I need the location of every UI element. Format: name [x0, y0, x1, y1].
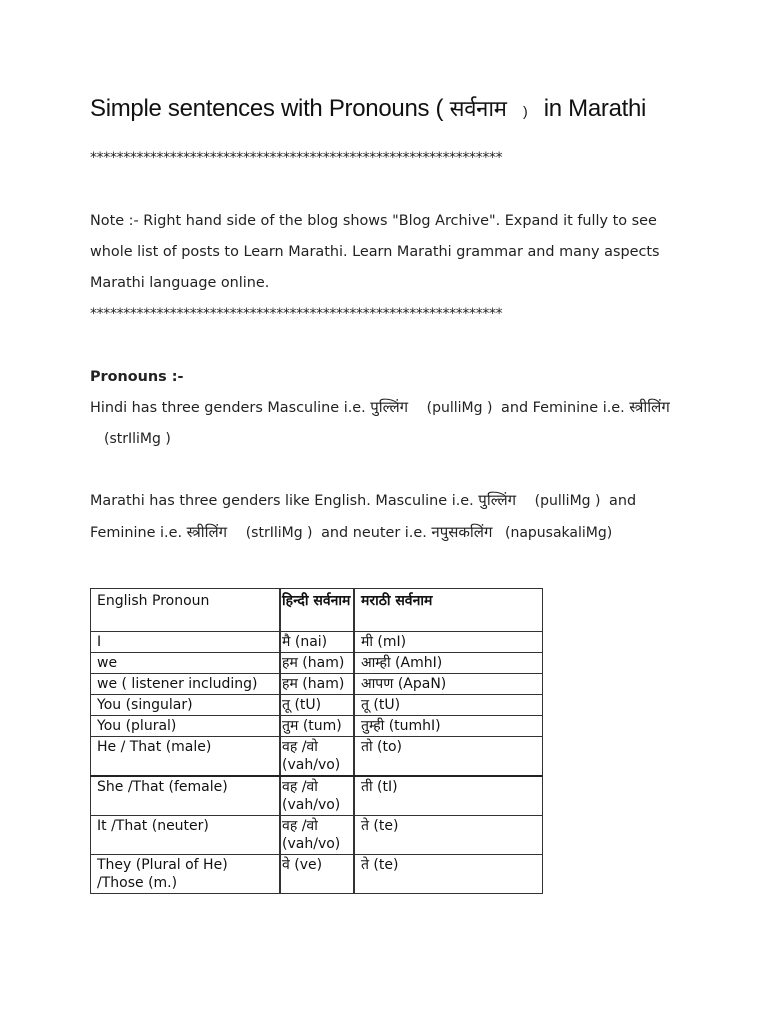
table-row — [91, 737, 543, 777]
hindi-fem-translit: (strIliMg ) — [104, 431, 171, 447]
header-hindi: हिन्दी सर्वनाम — [280, 589, 354, 632]
cell-hindi: तू (tU) — [280, 695, 354, 716]
table-row — [91, 695, 543, 716]
table-header-row — [91, 589, 543, 632]
cell-marathi: ती (tI) — [354, 776, 543, 816]
table-row — [91, 776, 543, 816]
header-marathi: मराठी सर्वनाम — [354, 589, 543, 632]
cell-english: It /That (neuter) — [91, 816, 281, 855]
hindi-genders-paragraph — [90, 392, 680, 455]
cell-english: You (singular) — [91, 695, 281, 716]
title-suffix: in Marathi — [543, 95, 647, 122]
cell-hindi: हम (ham) — [280, 653, 354, 674]
marathi-masc-translit: (pulliMg ) — [534, 493, 601, 509]
cell-marathi: आम्ही (AmhI) — [354, 653, 543, 674]
marathi-neu-translit: (napusakaliMg) — [504, 525, 613, 541]
marathi-genders-paragraph — [90, 485, 680, 549]
marathi-neu-dev: नपुसकलिंग — [431, 523, 493, 541]
stars-divider-bottom: ************************************************************** — [90, 306, 503, 322]
table-row — [91, 653, 543, 674]
cell-hindi: वे (ve) — [280, 855, 354, 894]
header-english: English Pronoun — [91, 589, 281, 632]
marathi-genders-text1: Marathi has three genders like English. Masculine i.e. — [90, 493, 474, 509]
hindi-genders-text2: and Feminine i.e. — [501, 400, 625, 416]
marathi-fem-dev: स्त्रीलिंग — [186, 523, 228, 541]
cell-hindi: हम (ham) — [280, 674, 354, 695]
table-row — [91, 716, 543, 737]
cell-english: we ( listener including) — [91, 674, 281, 695]
cell-marathi: ते (te) — [354, 855, 543, 894]
table-row — [91, 632, 543, 653]
marathi-fem-translit: (strIliMg ) — [245, 525, 313, 541]
stars-divider-top: ************************************************************** — [90, 150, 503, 166]
hindi-masc-dev: पुल्लिंग — [370, 398, 409, 416]
cell-english: I — [91, 632, 281, 653]
table-row — [91, 816, 543, 855]
pronoun-table — [90, 588, 543, 894]
title-prefix: Simple sentences with Pronouns ( — [90, 95, 444, 122]
cell-hindi: वह /वो (vah/vo) — [280, 737, 354, 777]
marathi-masc-dev: पुल्लिंग — [478, 491, 517, 509]
pronouns-heading: Pronouns :- — [90, 369, 184, 385]
cell-hindi: तुम (tum) — [280, 716, 354, 737]
cell-hindi: वह /वो (vah/vo) — [280, 776, 354, 816]
page-title — [90, 93, 730, 123]
cell-marathi: आपण (ApaN) — [354, 674, 543, 695]
cell-marathi: तुम्ही (tumhI) — [354, 716, 543, 737]
title-devanagari: सर्वनाम — [449, 96, 507, 121]
cell-marathi: तो (to) — [354, 737, 543, 777]
title-paren: ) — [522, 103, 528, 119]
cell-english: He / That (male) — [91, 737, 281, 777]
cell-hindi: मै (nai) — [280, 632, 354, 653]
cell-marathi: तू (tU) — [354, 695, 543, 716]
cell-english: You (plural) — [91, 716, 281, 737]
hindi-masc-translit: (pulliMg ) — [426, 400, 493, 416]
cell-marathi: ते (te) — [354, 816, 543, 855]
table-row — [91, 674, 543, 695]
cell-english: She /That (female) — [91, 776, 281, 816]
marathi-genders-text3: and neuter i.e. — [321, 525, 427, 541]
cell-english: They (Plural of He) /Those (m.) — [91, 855, 281, 894]
note-paragraph: Note :- Right hand side of the blog shows "Blog Archive". Expand it fully to see whole list of posts to Learn Marathi. Learn Marathi grammar and many aspects Marathi language online. — [90, 213, 660, 291]
cell-english: we — [91, 653, 281, 674]
cell-marathi: मी (mI) — [354, 632, 543, 653]
table-row — [91, 855, 543, 894]
hindi-fem-dev: स्त्रीलिंग — [629, 398, 670, 416]
cell-hindi: वह /वो (vah/vo) — [280, 816, 354, 855]
hindi-genders-text1: Hindi has three genders Masculine i.e. — [90, 400, 366, 416]
marathi-genders-text2: and Feminine i.e. — [90, 493, 637, 541]
